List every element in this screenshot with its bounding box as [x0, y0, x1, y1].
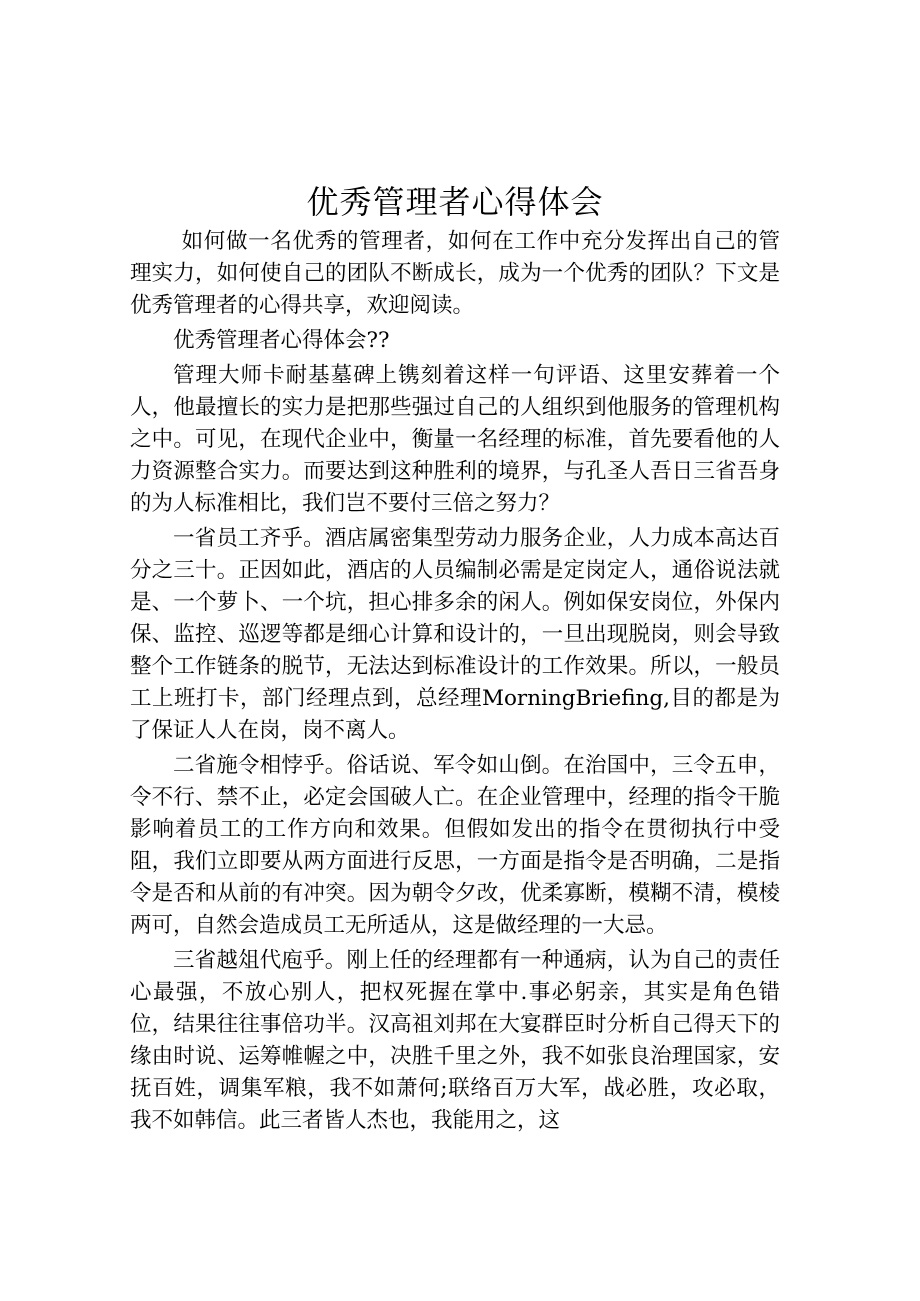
document-page — [130, 180, 780, 1140]
paragraph-third-reflection: 三省越俎代庖乎。刚上任的经理都有一种通病，认为自己的责任心最强，不放心别人，把权死握在掌中.事必躬亲，其实是角色错位，结果往往事倍功半。汉高祖刘邦在大宴群臣时分析自己得天下的缘由时说、运筹帷幄之中，决胜千里之外，我不如张良治理国家，安抚百姓，调集军粮，我不如萧何;联络百万大军，战必胜，攻必取，我不如韩信。此三者皆人杰也，我能用之，这 — [130, 948, 780, 1133]
document-title: 优秀管理者心得体会 — [306, 183, 604, 221]
intro-paragraph: 如何做一名优秀的管理者，如何在工作中充分发挥出自己的管理实力，如何使自己的团队不断成长，成为一个优秀的团队？下文是优秀管理者的心得共享，欢迎阅读。 — [130, 229, 780, 318]
section-heading: 优秀管理者心得体会?? — [173, 328, 390, 353]
paragraph-second-reflection: 二省施令相悖乎。俗话说、军令如山倒。在治国中，三令五申，令不行、禁不止，必定会国破人亡。在企业管理中，经理的指令干脆影响着员工的工作方向和效果。但假如发出的指令在贯彻执行中受阻，我们立即要从两方面进行反思，一方面是指令是否明确，二是指令是否和从前的有冲突。因为朝令夕改，优柔寡断，模糊不清，模棱两可，自然会造成员工无所适从，这是做经理的一大忌。 — [130, 753, 780, 938]
paragraph-carnegie: 管理大师卡耐基墓碑上镌刻着这样一句评语、这里安葬着一个人，他最擅长的实力是把那些强过自己的人组织到他服务的管理机构之中。可见，在现代企业中，衡量一名经理的标准，首先要看他的人力资源整合实力。而要达到这种胜利的境界，与孔圣人吾日三省吾身的为人标准相比，我们岂不要付三倍之努力？ — [130, 363, 780, 516]
paragraph-first-reflection: 一省员工齐乎。酒店属密集型劳动力服务企业，人力成本高达百分之三十。正因如此，酒店的人员编制必需是定岗定人，通俗说法就是、一个萝卜、一个坑，担心排多余的闲人。例如保安岗位，外保内保、监控、巡逻等都是细心计算和设计的，一旦出现脱岗，则会导致整个工作链条的脱节，无法达到标准设计的工作效果。所以，一般员工上班打卡，部门经理点到，总经理MorningBriefing,目的都是为了保证人人在岗，岗不离人。 — [130, 526, 780, 743]
